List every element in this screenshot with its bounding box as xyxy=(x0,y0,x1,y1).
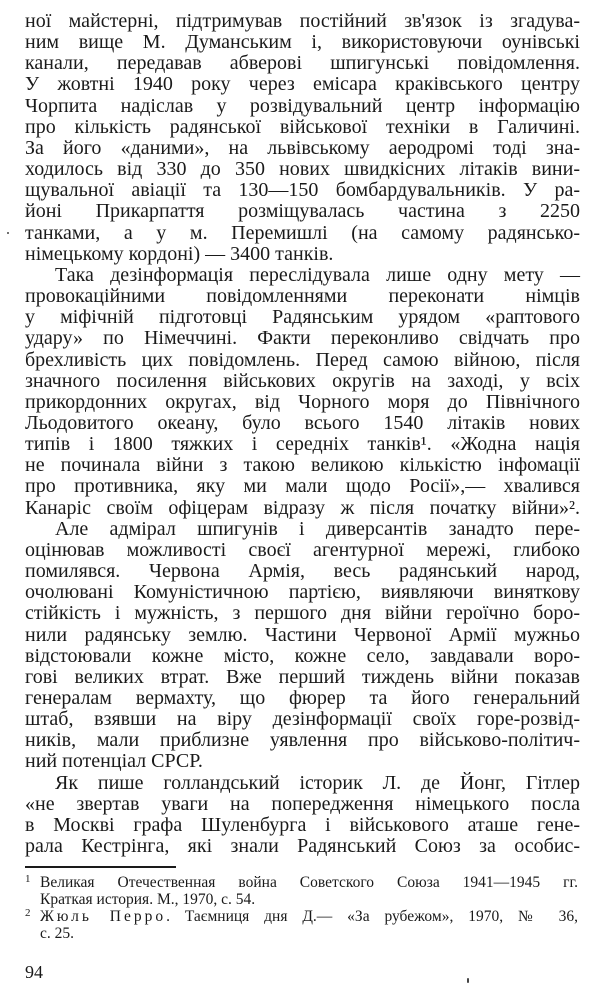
text-line: про кількість радянської військової техніки в Галичині. xyxy=(25,115,580,138)
text-line: у міфічній підготовці Радянським урядом «раптового xyxy=(25,306,580,329)
text-line: рала Кестрінга, які знали Радянський Союз за особис- xyxy=(25,835,580,858)
footnote-2-cont xyxy=(25,925,578,942)
paragraph-start: Але адмірал шпигунів і диверсантів занадто пере- xyxy=(55,517,580,540)
footnote-mark: 1 xyxy=(25,873,31,885)
footnote-mark: 2 xyxy=(25,907,31,919)
footnote-text: . Таємниця дня Д.— «За рубежом», 1970, № 36, xyxy=(166,908,578,925)
text-line: гові великих втрат. Вже перший тиждень війни показав xyxy=(25,665,580,688)
text-line: штаб, взявши на віру дезінформації своїх горе-розвід- xyxy=(25,708,580,731)
scan-speck xyxy=(467,978,469,983)
text-line: про противника, яку ми мали щодо Росії»,— хвалився xyxy=(25,475,580,498)
text-line: щувальної авіації та 130—150 бомбардувальників. У ра- xyxy=(25,179,580,202)
text-line: типів і 1800 тяжких і середніх танків¹. «Жодна нація xyxy=(25,433,580,456)
footnote-1-cont xyxy=(25,891,578,908)
text-line: прикордонних округах, від Чорного моря до Північного xyxy=(25,390,580,413)
page-number: 94 xyxy=(25,962,43,982)
text-line: значного посилення військових округів на заході, у всіх xyxy=(25,369,580,392)
footnote-divider xyxy=(25,866,176,868)
text-line: танками, а у м. Перемишлі (на самому радянсько- xyxy=(25,221,580,244)
footnote-1 xyxy=(25,874,578,891)
text-line: стійкість і мужність, з першого дня війни героїчно боро- xyxy=(25,602,580,625)
text-line: очолювані Комуністичною партією, виявляючи виняткову xyxy=(25,581,580,604)
text-line: йоні Прикарпаття розміщувалась частина з 2250 xyxy=(25,200,580,223)
text-line: Канаріс своїм офіцерам відразу ж після початку війни»². xyxy=(25,496,580,519)
text-line: ників, мали приблизне уявлення про військово-політич- xyxy=(25,729,580,752)
footnote-text: с. 25. xyxy=(40,925,75,942)
text-line: не починала війни з такою великою кількістю інфомації xyxy=(25,454,580,477)
text-line: «не звертав уваги на попередження німецького посла xyxy=(25,792,580,815)
paragraph-start: Як пише голландський історик Л. де Йонг, Гітлер xyxy=(55,771,580,794)
text-line: ходилось від 330 до 350 нових швидкісних літаків вини- xyxy=(25,158,580,181)
text-line: канали, передавав абверові шпигунські повідомлення. xyxy=(25,52,580,75)
footnote-text: Великая Отечественная война Советского Союза 1941—1945 гг. xyxy=(40,874,578,891)
paragraph-start: Така дезінформація переслідувала лише одну мету — xyxy=(55,263,580,286)
text-line: У жовтні 1940 року через емісара краківського центру xyxy=(25,73,580,96)
text-line: провокаційними повідомленнями переконати німців xyxy=(25,285,580,308)
scan-speck xyxy=(7,232,9,234)
text-line: відстоювали кожне місто, кожне село, завдавали воро- xyxy=(25,644,580,667)
text-line: За його «даними», на львівському аеродромі тоді зна- xyxy=(25,136,580,159)
text-line: удару» по Німеччині. Факти переконливо свідчать про xyxy=(25,327,580,350)
footnotes xyxy=(25,874,578,942)
footnote-author: Жюль Перро xyxy=(40,908,167,925)
text-line: ної майстерні, підтримував постійний зв'язок із згадува- xyxy=(25,10,580,32)
text-line: помилявся. Червона Армія, весь радянський народ, xyxy=(25,560,580,583)
text-line: Льодовитого океану, було всього 1540 літаків нових xyxy=(25,411,580,434)
text-line: німецькому кордоні) — 3400 танків. xyxy=(25,242,334,265)
text-line: ним вище М. Думанським і, використовуючи оунівські xyxy=(25,31,580,54)
text-line: в Москві графа Шуленбурга і військового аташе гене- xyxy=(25,813,580,836)
text-line: генералам вермахту, що фюрер та його генеральний xyxy=(25,687,580,709)
text-line: брехливість цих повідомлень. Перед самою війною, після xyxy=(25,348,580,371)
text-line: Чорпита надіслав у розвідувальний центр інформацію xyxy=(25,94,580,117)
text-line: ний потенціал СРСР. xyxy=(25,750,203,773)
body-text xyxy=(25,11,580,857)
footnote-text: Краткая история. М., 1970, с. 54. xyxy=(40,891,256,908)
text-line: нили радянську землю. Частини Червоної Армії мужньо xyxy=(25,623,580,646)
footnote-2 xyxy=(25,908,578,925)
text-line: оцінював можливості своєї агентурної мережі, глибоко xyxy=(25,538,580,561)
